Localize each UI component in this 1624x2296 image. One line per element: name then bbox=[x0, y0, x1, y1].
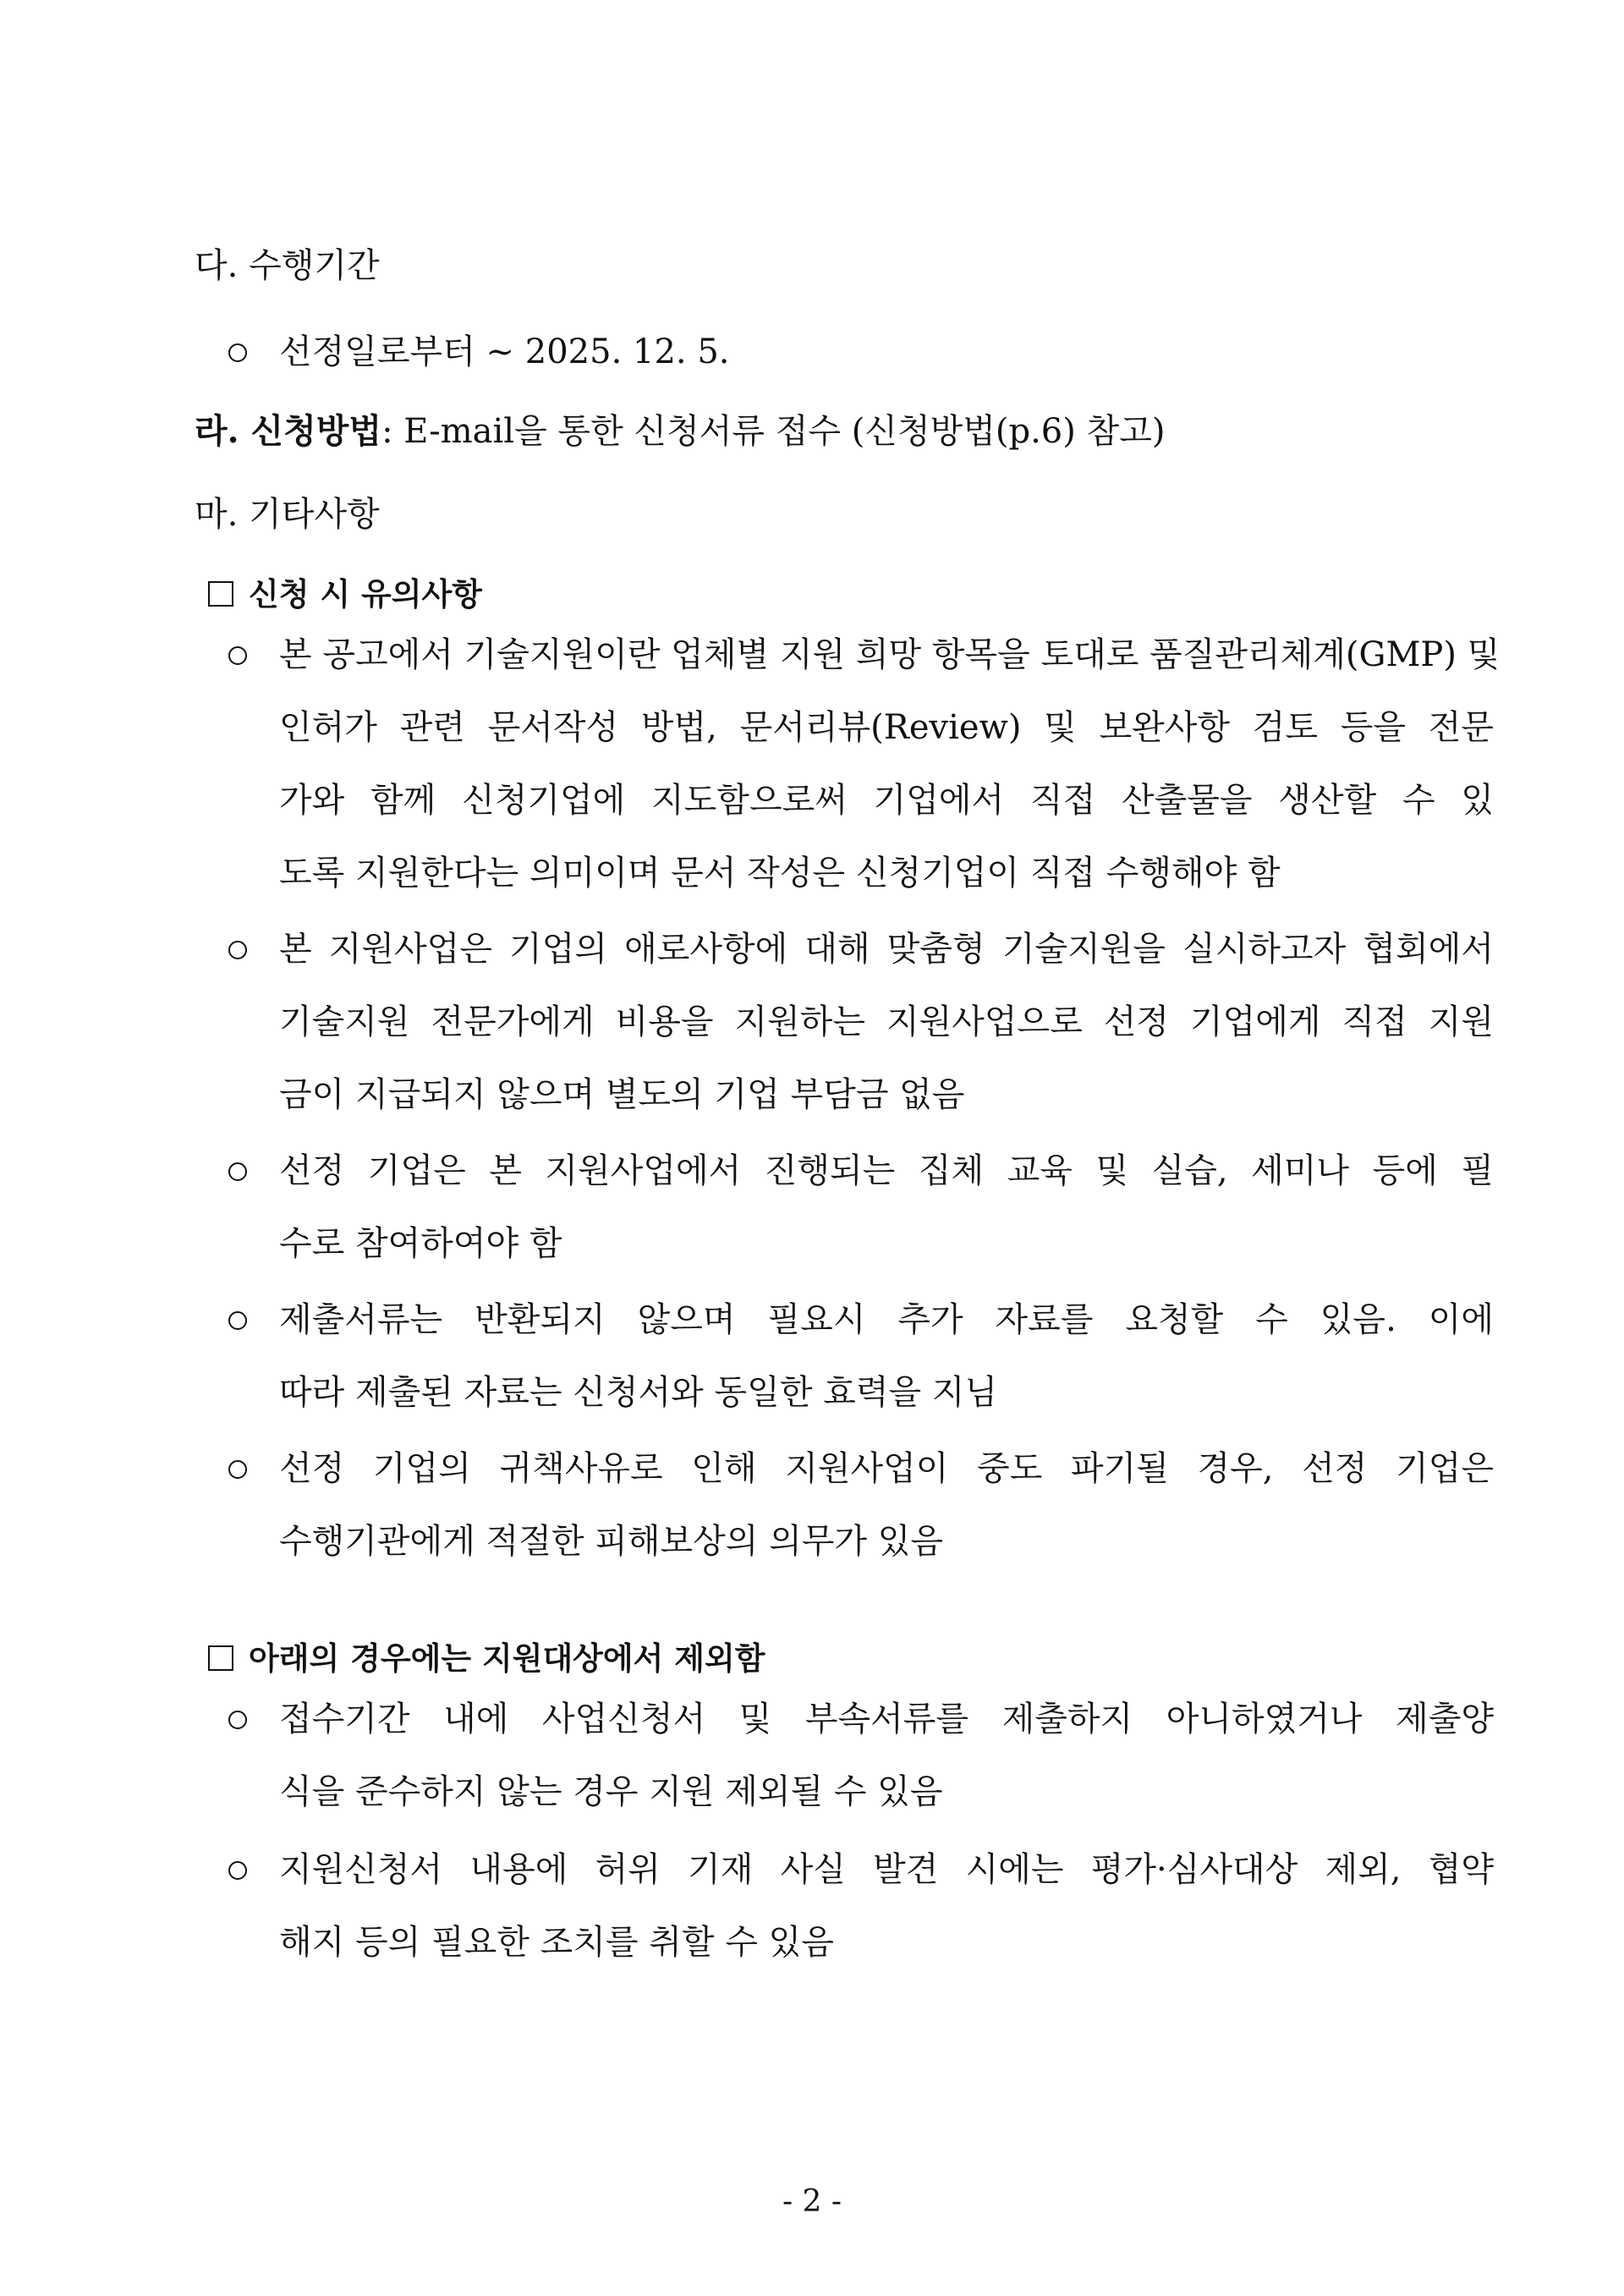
notes-item-line: 도록 지원한다는 의미이며 문서 작성은 신청기업이 직접 수행해야 함 bbox=[279, 854, 1281, 893]
page-number: - 2 - bbox=[782, 2184, 842, 2219]
exclusions-title bbox=[208, 1636, 765, 1680]
section-da-heading: 다. 수행기간 bbox=[195, 246, 380, 285]
notes-item-line: 따라 제출된 자료는 신청서와 동일한 효력을 지님 bbox=[279, 1373, 998, 1412]
section-ra-heading bbox=[195, 408, 1165, 455]
circle-bullet-icon bbox=[228, 343, 247, 362]
circle-bullet-icon bbox=[228, 1861, 247, 1880]
notes-item-line: 본 지원사업은 기업의 애로사항에 대해 맞춤형 기술지원을 실시하고자 협회에서 bbox=[279, 930, 1494, 969]
notes-item-line: 제출서류는 반환되지 않으며 필요시 추가 자료를 요청할 수 있음. 이에 bbox=[279, 1300, 1494, 1339]
circle-bullet-icon bbox=[228, 941, 247, 959]
notes-item-line: 인허가 관련 문서작성 방법, 문서리뷰(Review) 및 보완사항 검토 등을 전문 bbox=[279, 708, 1494, 747]
notes-title-text: 신청 시 유의사항 bbox=[249, 575, 482, 612]
exclusions-title-text: 아래의 경우에는 지원대상에서 제외함 bbox=[249, 1640, 765, 1677]
notes-title bbox=[208, 572, 482, 616]
notes-item-line: 수로 참여하여야 함 bbox=[279, 1224, 562, 1263]
notes-item-line: 본 공고에서 기술지원이란 업체별 지원 희망 항목을 토대로 품질관리체계(GMP) 및 bbox=[279, 635, 1501, 674]
notes-item-line: 가와 함께 신청기업에 지도함으로써 기업에서 직접 산출물을 생산할 수 있 bbox=[279, 781, 1494, 820]
section-ma-heading: 마. 기타사항 bbox=[195, 495, 380, 534]
circle-bullet-icon bbox=[228, 1311, 247, 1330]
exclusions-item-line: 접수기간 내에 사업신청서 및 부속서류를 제출하지 아니하였거나 제출양 bbox=[279, 1700, 1494, 1738]
square-box-icon bbox=[208, 581, 233, 607]
exclusions-item-line: 해지 등의 필요한 조치를 취할 수 있음 bbox=[279, 1923, 834, 1962]
circle-bullet-icon bbox=[228, 646, 247, 665]
exclusions-item-line: 지원신청서 내용에 허위 기재 사실 발견 시에는 평가·심사대상 제외, 협약 bbox=[279, 1850, 1494, 1889]
exclusions-item-line: 식을 준수하지 않는 경우 지원 제외될 수 있음 bbox=[279, 1772, 943, 1811]
notes-item-line: 수행기관에게 적절한 피해보상의 의무가 있음 bbox=[279, 1522, 944, 1561]
notes-item-line: 선정 기업은 본 지원사업에서 진행되는 집체 교육 및 실습, 세미나 등에 필 bbox=[279, 1151, 1494, 1190]
notes-item-line: 기술지원 전문가에게 비용을 지원하는 지원사업으로 선정 기업에게 직접 지원 bbox=[279, 1002, 1494, 1041]
square-box-icon bbox=[208, 1645, 233, 1671]
notes-item-line: 선정 기업의 귀책사유로 인해 지원사업이 중도 파기될 경우, 선정 기업은 bbox=[279, 1449, 1494, 1488]
period-text: 선정일로부터 ~ 2025. 12. 5. bbox=[279, 332, 730, 371]
notes-item-line: 금이 지급되지 않으며 별도의 기업 부담금 없음 bbox=[279, 1075, 965, 1114]
circle-bullet-icon bbox=[228, 1460, 247, 1479]
section-ra-label: 라. 신청방법 bbox=[195, 411, 382, 451]
section-ra-text: : E-mail을 통한 신청서류 접수 (신청방법(p.6) 참고) bbox=[381, 412, 1166, 451]
circle-bullet-icon bbox=[228, 1711, 247, 1729]
circle-bullet-icon bbox=[228, 1162, 247, 1181]
